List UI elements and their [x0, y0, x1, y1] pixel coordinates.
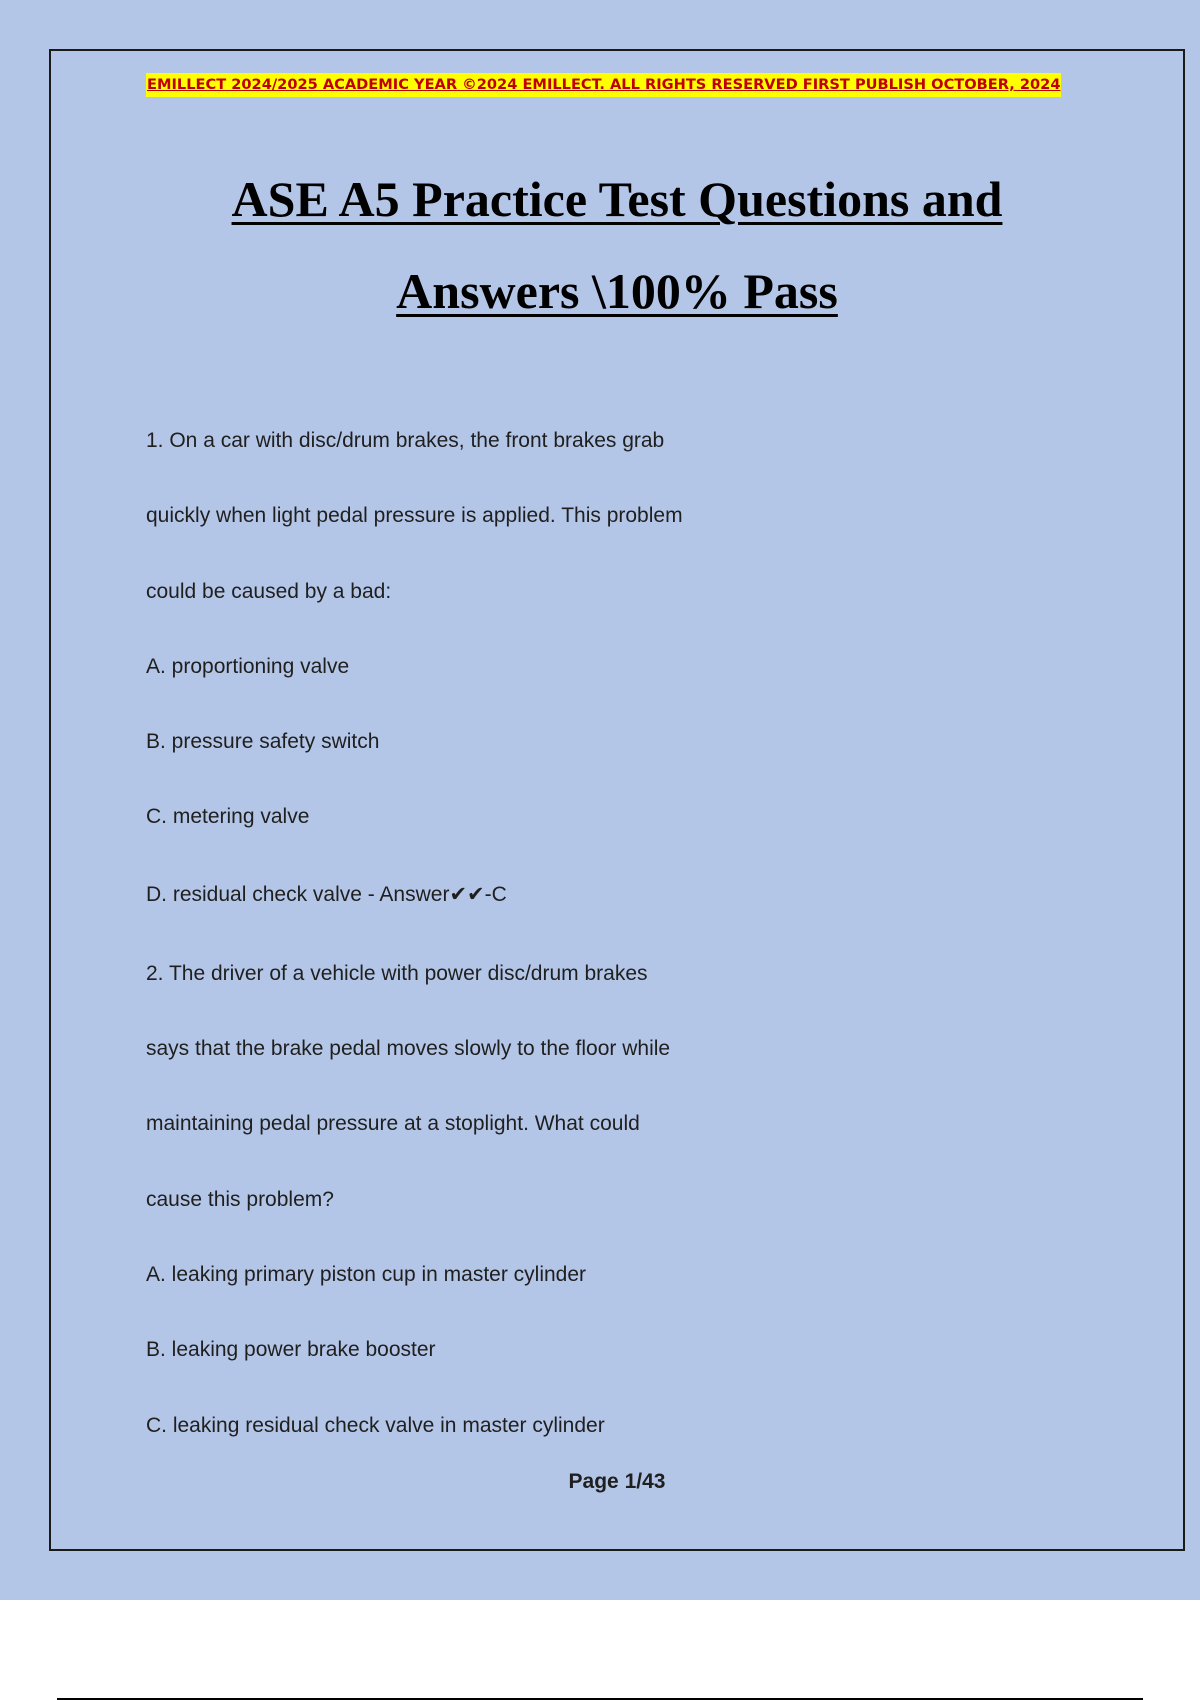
- question-2-line-3: maintaining pedal pressure at a stoplight. What could: [146, 1112, 640, 1135]
- copyright-header: EMILLECT 2024/2025 ACADEMIC YEAR ©2024 EMILLECT. ALL RIGHTS RESERVED FIRST PUBLISH OCTOBER, 2024: [146, 73, 1061, 97]
- question-2-line-1: 2. The driver of a vehicle with power disc/drum brakes: [146, 962, 648, 985]
- question-1-line-3: could be caused by a bad:: [146, 580, 392, 603]
- question-1-line-2: quickly when light pedal pressure is applied. This problem: [146, 504, 683, 527]
- question-1-option-a: A. proportioning valve: [146, 655, 350, 678]
- page-number: Page 1/43: [568, 1470, 666, 1493]
- question-2-line-4: cause this problem?: [146, 1188, 334, 1211]
- document-title-line-1: ASE A5 Practice Test Questions and: [231, 171, 1003, 227]
- question-1-line-1: 1. On a car with disc/drum brakes, the front brakes grab: [146, 429, 665, 452]
- question-2-line-2: says that the brake pedal moves slowly to the floor while: [146, 1037, 671, 1060]
- question-1-option-b: B. pressure safety switch: [146, 730, 380, 753]
- question-1-option-c: C. metering valve: [146, 805, 310, 828]
- question-1-option-d-answer: D. residual check valve - Answer✔✔-C: [146, 883, 507, 906]
- question-2-option-a: A. leaking primary piston cup in master cylinder: [146, 1263, 587, 1286]
- question-2-option-b: B. leaking power brake booster: [146, 1338, 436, 1361]
- question-2-option-c: C. leaking residual check valve in master cylinder: [146, 1414, 605, 1437]
- document-title-line-2: Answers \100% Pass: [396, 263, 838, 319]
